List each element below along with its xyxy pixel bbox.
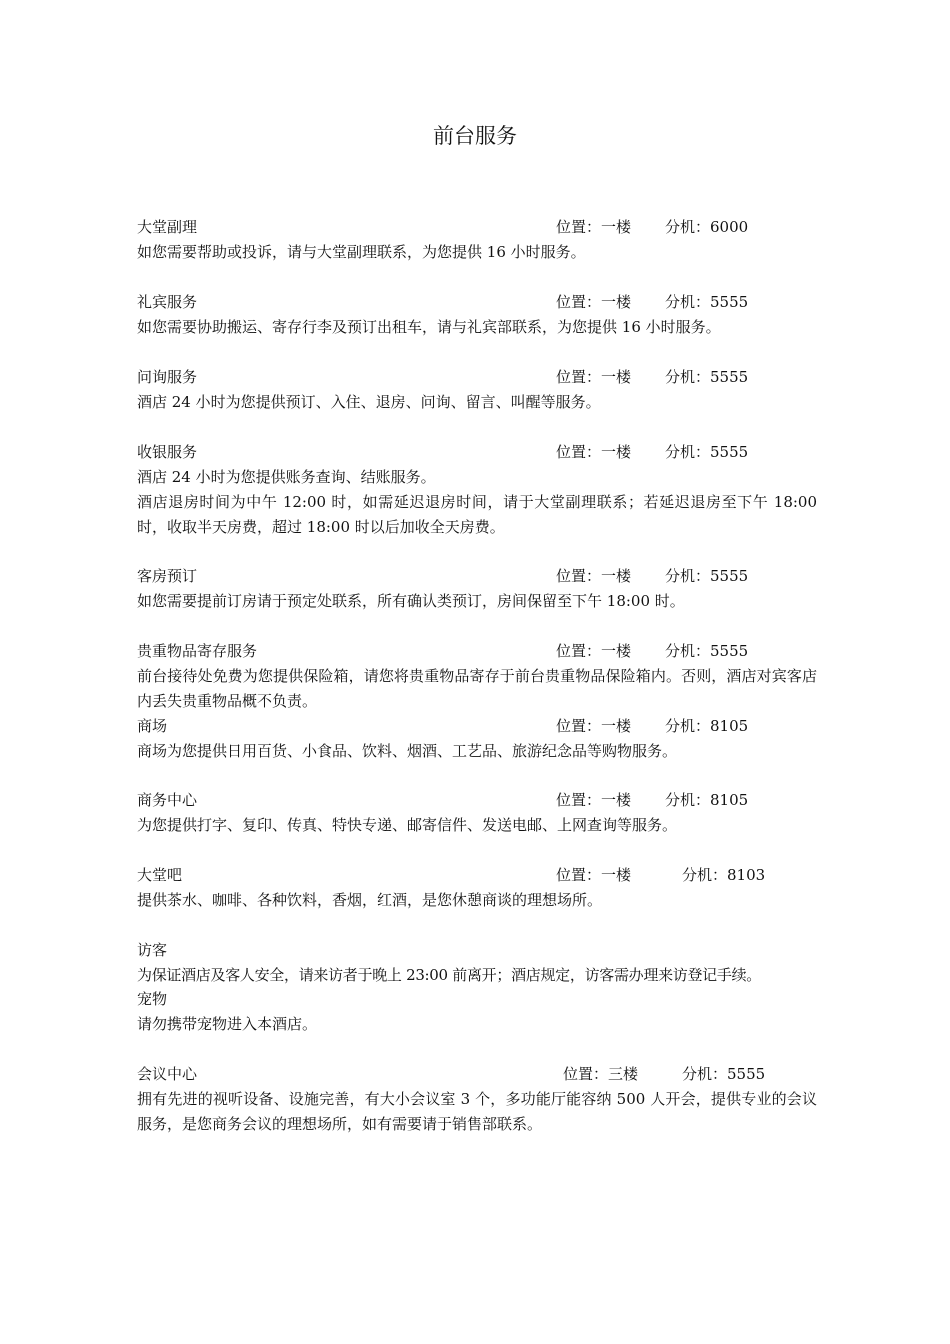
section-heading: 会议中心 xyxy=(137,1065,198,1083)
section-text: 如您需要帮助或投诉，请与大堂副理联系，为您提供 16 小时服务。 xyxy=(137,243,586,261)
section-text: 酒店 24 小时为您提供账务查询、结账服务。 xyxy=(137,468,436,486)
section-extension: 分机：6000 xyxy=(665,218,749,236)
section-location: 位置：一楼 xyxy=(556,443,632,461)
section-text: 如您需要提前订房请于预定处联系，所有确认类预订，房间保留至下午 18:00 时。 xyxy=(137,592,685,610)
section-text: 如您需要协助搬运、寄存行李及预订出租车，请与礼宾部联系，为您提供 16 小时服务。 xyxy=(137,318,721,336)
section-heading: 收银服务 xyxy=(137,443,198,461)
section-heading: 礼宾服务 xyxy=(137,293,198,311)
section-text: 提供茶水、咖啡、各种饮料，香烟，红酒，是您休憩商谈的理想场所。 xyxy=(137,891,603,909)
section-heading: 贵重物品寄存服务 xyxy=(137,642,258,660)
section-location: 位置：一楼 xyxy=(556,642,632,660)
section-text: 为保证酒店及客人安全，请来访者于晚上 23:00 前离开；酒店规定，访客需办理来访登记手续。 xyxy=(137,966,761,984)
page-title: 前台服务 xyxy=(433,124,517,148)
section-extension: 分机：5555 xyxy=(665,293,749,311)
section-heading: 访客 xyxy=(137,941,168,959)
section-text: 酒店退房时间为中午 12:00 时，如需延迟退房时间，请于大堂副理联系；若延迟退房至下午 18:00 时，收取半天房费，超过 18:00 时以后加收全天房费。 xyxy=(137,493,817,536)
section-extension: 分机：5555 xyxy=(665,567,749,585)
section-heading: 客房预订 xyxy=(137,567,198,585)
section-heading: 商场 xyxy=(137,717,168,735)
section-location: 位置：一楼 xyxy=(556,866,632,884)
section-heading: 商务中心 xyxy=(137,791,198,809)
section-extension: 分机：5555 xyxy=(665,642,749,660)
section-text: 酒店 24 小时为您提供预订、入住、退房、问询、留言、叫醒等服务。 xyxy=(137,393,601,411)
section-location: 位置：三楼 xyxy=(563,1065,639,1083)
section-location: 位置：一楼 xyxy=(556,218,632,236)
section-extension: 分机：8103 xyxy=(682,866,766,884)
section-heading: 大堂副理 xyxy=(137,218,198,236)
section-text: 拥有先进的视听设备、设施完善，有大小会议室 3 个，多功能厅能容纳 500 人开会，提供专业的会议服务，是您商务会议的理想场所，如有需要请于销售部联系。 xyxy=(137,1090,817,1133)
section-location: 位置：一楼 xyxy=(556,368,632,386)
section-text: 请勿携带宠物进入本酒店。 xyxy=(137,1015,318,1033)
section-heading: 问询服务 xyxy=(137,368,198,386)
section-extension: 分机：5555 xyxy=(665,443,749,461)
section-location: 位置：一楼 xyxy=(556,791,632,809)
section-text: 为您提供打字、复印、传真、特快专递、邮寄信件、发送电邮、上网查询等服务。 xyxy=(137,816,678,834)
section-location: 位置：一楼 xyxy=(556,293,632,311)
section-extension: 分机：5555 xyxy=(682,1065,766,1083)
section-location: 位置：一楼 xyxy=(556,567,632,585)
section-heading: 宠物 xyxy=(137,990,168,1008)
section-location: 位置：一楼 xyxy=(556,717,632,735)
section-text: 前台接待处免费为您提供保险箱，请您将贵重物品寄存于前台贵重物品保险箱内。否则，酒店对宾客店内丢失贵重物品概不负责。 xyxy=(137,667,817,710)
section-extension: 分机：8105 xyxy=(665,717,749,735)
section-heading: 大堂吧 xyxy=(137,866,183,884)
section-text: 商场为您提供日用百货、小食品、饮料、烟酒、工艺品、旅游纪念品等购物服务。 xyxy=(137,742,678,760)
section-extension: 分机：8105 xyxy=(665,791,749,809)
section-extension: 分机：5555 xyxy=(665,368,749,386)
